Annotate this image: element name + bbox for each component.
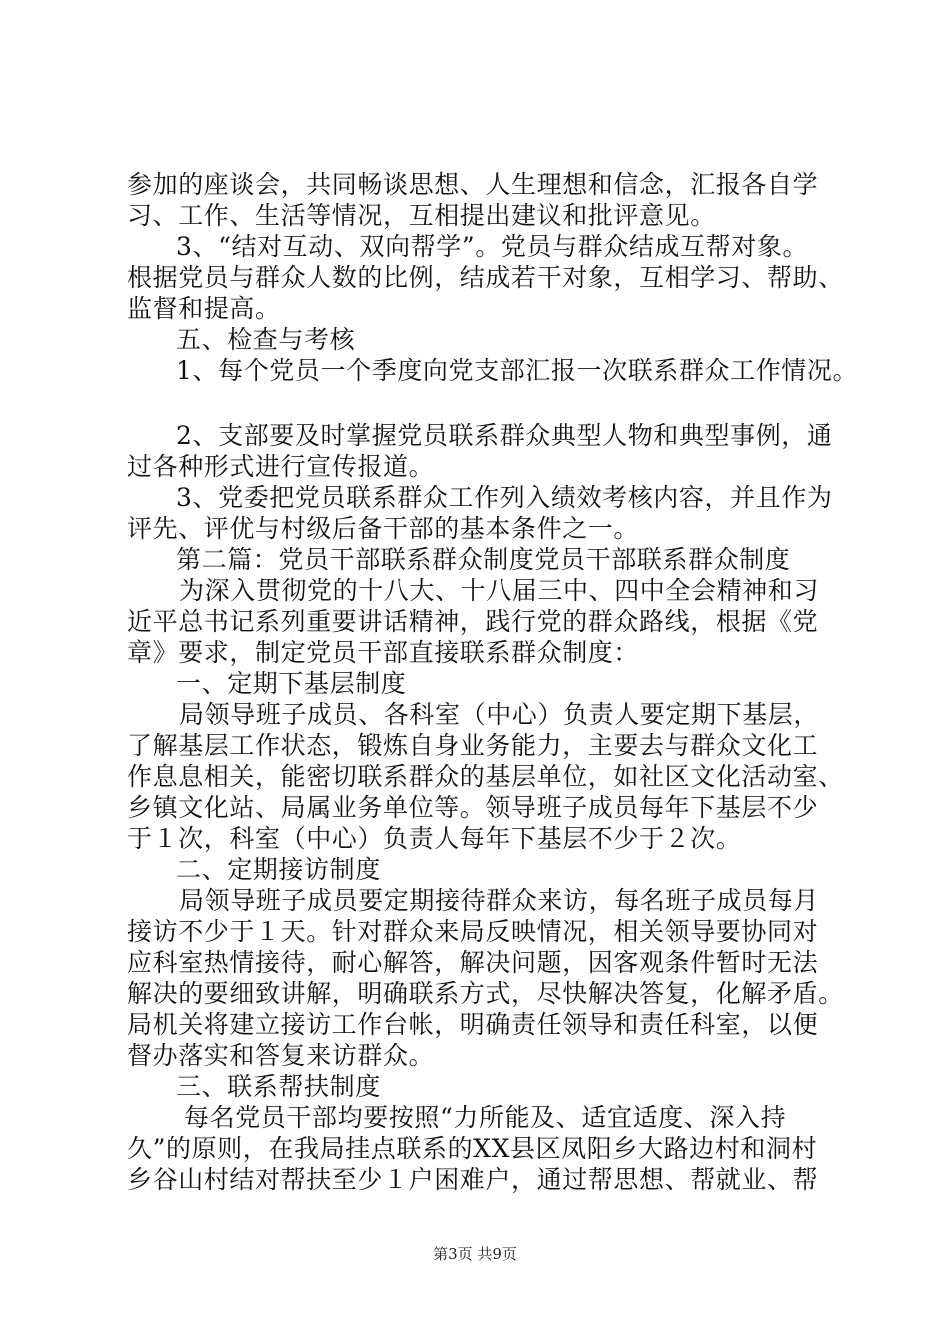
text-line: 每名党员干部均要按照“力所能及、适宜适度、深入持 (184, 1103, 787, 1132)
text-line: 了解基层工作状态，锻炼自身业务能力，主要去与群众文化工 (127, 731, 819, 760)
section-heading: 五、检查与考核 (176, 325, 356, 354)
text-line: 习、工作、生活等情况，互相提出建议和批评意见。 (127, 201, 716, 230)
text-line: 过各种形式进行宣传报道。 (127, 452, 435, 481)
text-line: 督办落实和答复来访群众。 (127, 1041, 435, 1070)
text-line: 评先、评优与村级后备干部的基本条件之一。 (127, 514, 640, 543)
text-line: 于１次，科室（中心）负责人每年下基层不少于２次。 (127, 824, 742, 853)
text-line: 为深入贯彻党的十八大、十八届三中、四中全会精神和习 (179, 576, 820, 605)
text-line: 作息息相关，能密切联系群众的基层单位，如社区文化活动室、 (127, 762, 844, 791)
text-line: 乡镇文化站、局属业务单位等。领导班子成员每年下基层不少 (127, 793, 819, 822)
text-line: 接访不少于１天。针对群众来局反映情况，相关领导要协同对 (127, 917, 819, 946)
text-line: 2、支部要及时掌握党员联系群众典型人物和典型事例，通 (176, 421, 833, 450)
text-line: 乡谷山村结对帮扶至少１户困难户，通过帮思想、帮就业、帮 (127, 1165, 819, 1194)
text-line: 3、党委把党员联系群众工作列入绩效考核内容，并且作为 (176, 483, 833, 512)
text-line: 久”的原则，在我局挂点联系的XX县区凤阳乡大路边村和洞村 (127, 1134, 818, 1163)
text-line: 3、“结对互动、双向帮学”。党员与群众结成互帮对象。 (176, 232, 809, 261)
text-line: 根据党员与群众人数的比例，结成若干对象，互相学习、帮助、 (127, 263, 844, 292)
page-number-footer: 第3页 共9页 (433, 1245, 517, 1263)
text-line: 局机关将建立接访工作台帐，明确责任领导和责任科室，以便 (127, 1010, 819, 1039)
text-line: 参加的座谈会，共同畅谈思想、人生理想和信念，汇报各自学 (127, 170, 819, 199)
section-heading: 一、定期下基层制度 (176, 669, 407, 698)
section-heading: 二、定期接访制度 (176, 855, 381, 884)
text-line: 应科室热情接待，耐心解答，解决问题，因客观条件暂时无法 (127, 948, 819, 977)
text-line: 1、每个党员一个季度向党支部汇报一次联系群众工作情况。 (176, 356, 859, 385)
text-line: 监督和提高。 (127, 294, 281, 323)
text-line: 局领导班子成员、各科室（中心）负责人要定期下基层， (179, 700, 820, 729)
text-line: 章》要求，制定党员干部直接联系群众制度： (127, 638, 640, 667)
text-line: 近平总书记系列重要讲话精神，践行党的群众路线，根据《党 (127, 607, 819, 636)
chapter-heading: 第二篇：党员干部联系群众制度党员干部联系群众制度 (176, 545, 791, 574)
section-heading: 三、联系帮扶制度 (176, 1072, 381, 1101)
text-line: 解决的要细致讲解，明确联系方式，尽快解决答复，化解矛盾。 (127, 979, 844, 1008)
text-line: 局领导班子成员要定期接待群众来访，每名班子成员每月 (179, 886, 820, 915)
